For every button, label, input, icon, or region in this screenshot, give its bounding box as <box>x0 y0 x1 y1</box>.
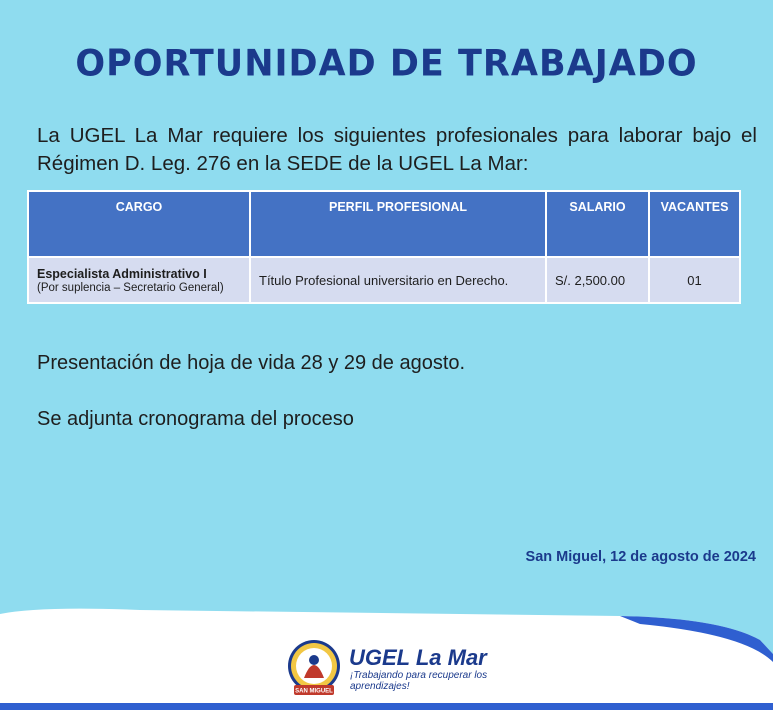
table-header-row <box>28 191 740 257</box>
seal-text: SAN MIGUEL <box>295 688 333 695</box>
cargo-note: (Por suplencia – Secretario General) <box>37 281 224 294</box>
header-vacantes: VACANTES <box>649 191 740 257</box>
cell-cargo <box>28 257 250 303</box>
header-perfil: PERFIL PROFESIONAL <box>250 191 546 257</box>
place-date: San Miguel, 12 de agosto de 2024 <box>525 549 756 565</box>
page-title: OPORTUNIDAD DE TRABAJADO <box>75 43 698 85</box>
header-salario: SALARIO <box>546 191 649 257</box>
cell-salario: S/. 2,500.00 <box>546 257 649 303</box>
positions-table <box>27 190 741 304</box>
cell-vacantes: 01 <box>649 257 740 303</box>
cell-perfil: Título Profesional universitario en Derecho. <box>250 257 546 303</box>
intro-paragraph: La UGEL La Mar requiere los siguientes profesionales para laborar bajo el Régimen D. Leg. 276 en la SEDE de la UGEL La Mar: <box>37 124 757 175</box>
presentation-dates: Presentación de hoja de vida 28 y 29 de agosto. <box>37 352 466 374</box>
cargo-title: Especialista Administrativo I <box>37 266 207 281</box>
header-cargo: CARGO <box>28 191 250 257</box>
ugel-seal-icon <box>286 638 342 698</box>
brand-name: UGEL La Mar <box>349 645 487 670</box>
brand-slogan: ¡Trabajando para recuperar los aprendizajes! <box>350 670 488 692</box>
table-row <box>28 257 740 303</box>
attachment-note: Se adjunta cronograma del proceso <box>37 408 354 430</box>
